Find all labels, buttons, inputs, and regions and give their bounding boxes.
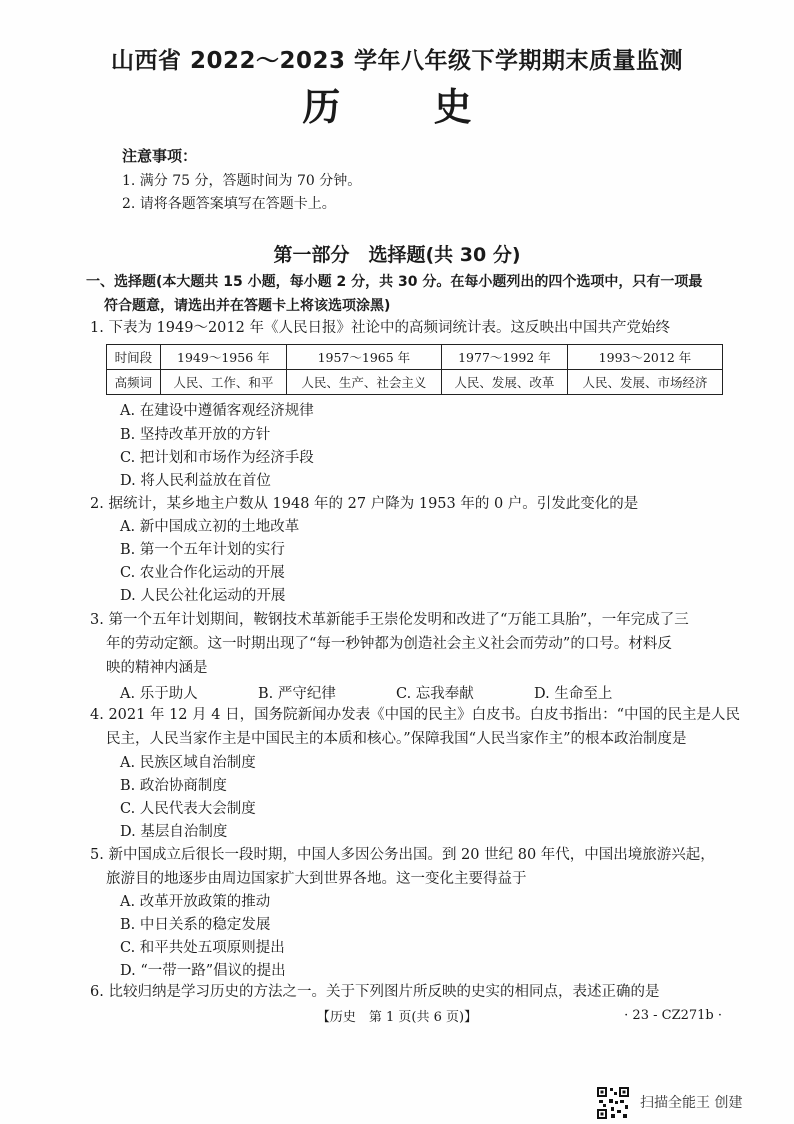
option: C. 忘我奉献 bbox=[396, 686, 474, 702]
section-instructions bbox=[86, 270, 736, 318]
options-row bbox=[120, 682, 700, 703]
option: B. 坚持改革开放的方针 bbox=[120, 427, 271, 443]
question-stem: 2. 据统计，某乡地主户数从 1948 年的 27 户降为 1953 年的 0 户。引发此变化的是 bbox=[90, 496, 639, 512]
scanner-watermark: 扫描全能王 创建 bbox=[640, 1095, 743, 1111]
option: C. 农业合作化运动的开展 bbox=[120, 565, 285, 581]
question-stem: 1. 下表为 1949～2012 年《人民日报》社论中的高频词统计表。这反映出中国共产党始终 bbox=[90, 320, 670, 336]
table-cell: 1977～1992 年 bbox=[441, 345, 567, 370]
option: B. 政治协商制度 bbox=[120, 778, 227, 794]
table-cell: 人民、发展、改革 bbox=[441, 370, 567, 395]
table-cell: 高频词 bbox=[107, 370, 161, 395]
notice-item: 1. 满分 75 分，答题时间为 70 分钟。 bbox=[122, 173, 362, 189]
table-cell: 人民、发展、市场经济 bbox=[567, 370, 722, 395]
option: B. 中日关系的稳定发展 bbox=[120, 917, 271, 933]
table-header-row bbox=[107, 345, 723, 370]
section-line: 一、选择题(本大题共 15 小题，每小题 2 分，共 30 分。在每小题列出的四个选项中，只有一项最 bbox=[86, 274, 703, 290]
question-stem-line: 映的精神内涵是 bbox=[106, 660, 208, 676]
question-stem-line: 5. 新中国成立后很长一段时期，中国人多因公务出国。到 20 世纪 80 年代，中国出境旅游兴起， bbox=[90, 847, 715, 863]
notice-heading: 注意事项： bbox=[122, 147, 198, 165]
option: A. 在建设中遵循客观经济规律 bbox=[120, 403, 314, 419]
option: D. “一带一路”倡议的提出 bbox=[120, 963, 286, 979]
page-footer: 【历史 第 1 页(共 6 页)】 bbox=[316, 1010, 478, 1025]
question-stem-line: 民主，人民当家作主是中国民主的本质和核心。”保障我国“人民当家作主”的根本政治制度是 bbox=[106, 731, 687, 747]
option: A. 新中国成立初的土地改革 bbox=[120, 519, 300, 535]
exam-title: 山西省 2022～2023 学年八年级下学期期末质量监测 bbox=[110, 48, 684, 74]
option: A. 民族区域自治制度 bbox=[120, 755, 256, 771]
option: A. 改革开放政策的推动 bbox=[120, 894, 271, 910]
question-stem-line: 4. 2021 年 12 月 4 日，国务院新闻办发表《中国的民主》白皮书。白皮书指出：“中国的民主是人民 bbox=[90, 707, 740, 723]
frequency-table bbox=[106, 344, 723, 395]
part-title: 第一部分 选择题(共 30 分) bbox=[273, 244, 521, 266]
option: D. 人民公社化运动的开展 bbox=[120, 588, 286, 604]
option: C. 人民代表大会制度 bbox=[120, 801, 256, 817]
option: D. 基层自治制度 bbox=[120, 824, 228, 840]
option: D. 生命至上 bbox=[534, 686, 613, 702]
notice-item: 2. 请将各题答案填写在答题卡上。 bbox=[122, 196, 336, 212]
table-cell: 时间段 bbox=[107, 345, 161, 370]
option: A. 乐于助人 bbox=[120, 686, 198, 702]
option: B. 严守纪律 bbox=[258, 686, 336, 702]
option: C. 把计划和市场作为经济手段 bbox=[120, 450, 314, 466]
qr-code-icon bbox=[596, 1086, 630, 1120]
question-stem-line: 3. 第一个五年计划期间，鞍钢技术革新能手王崇伦发明和改进了“万能工具胎”，一年完成了三 bbox=[90, 612, 689, 628]
table-cell: 1993～2012 年 bbox=[567, 345, 722, 370]
table-cell: 人民、工作、和平 bbox=[160, 370, 286, 395]
option: C. 和平共处五项原则提出 bbox=[120, 940, 285, 956]
option: B. 第一个五年计划的实行 bbox=[120, 542, 285, 558]
table-cell: 1949～1956 年 bbox=[160, 345, 286, 370]
exam-code: · 23 - CZ271b · bbox=[624, 1008, 722, 1023]
subject-title: 历 史 bbox=[302, 85, 512, 129]
table-cell: 1957～1965 年 bbox=[286, 345, 441, 370]
question-stem-line: 年的劳动定额。这一时期出现了“每一秒钟都为创造社会主义社会而劳动”的口号。材料反 bbox=[106, 636, 672, 652]
question-stem: 6. 比较归纳是学习历史的方法之一。关于下列图片所反映的史实的相同点，表述正确的是 bbox=[90, 984, 660, 1000]
question-stem-line: 旅游目的地逐步由周边国家扩大到世界各地。这一变化主要得益于 bbox=[106, 871, 527, 887]
section-line: 符合题意，请选出并在答题卡上将该选项涂黑) bbox=[104, 298, 391, 314]
option: D. 将人民利益放在首位 bbox=[120, 473, 271, 489]
table-cell: 人民、生产、社会主义 bbox=[286, 370, 441, 395]
table-row bbox=[107, 370, 723, 395]
